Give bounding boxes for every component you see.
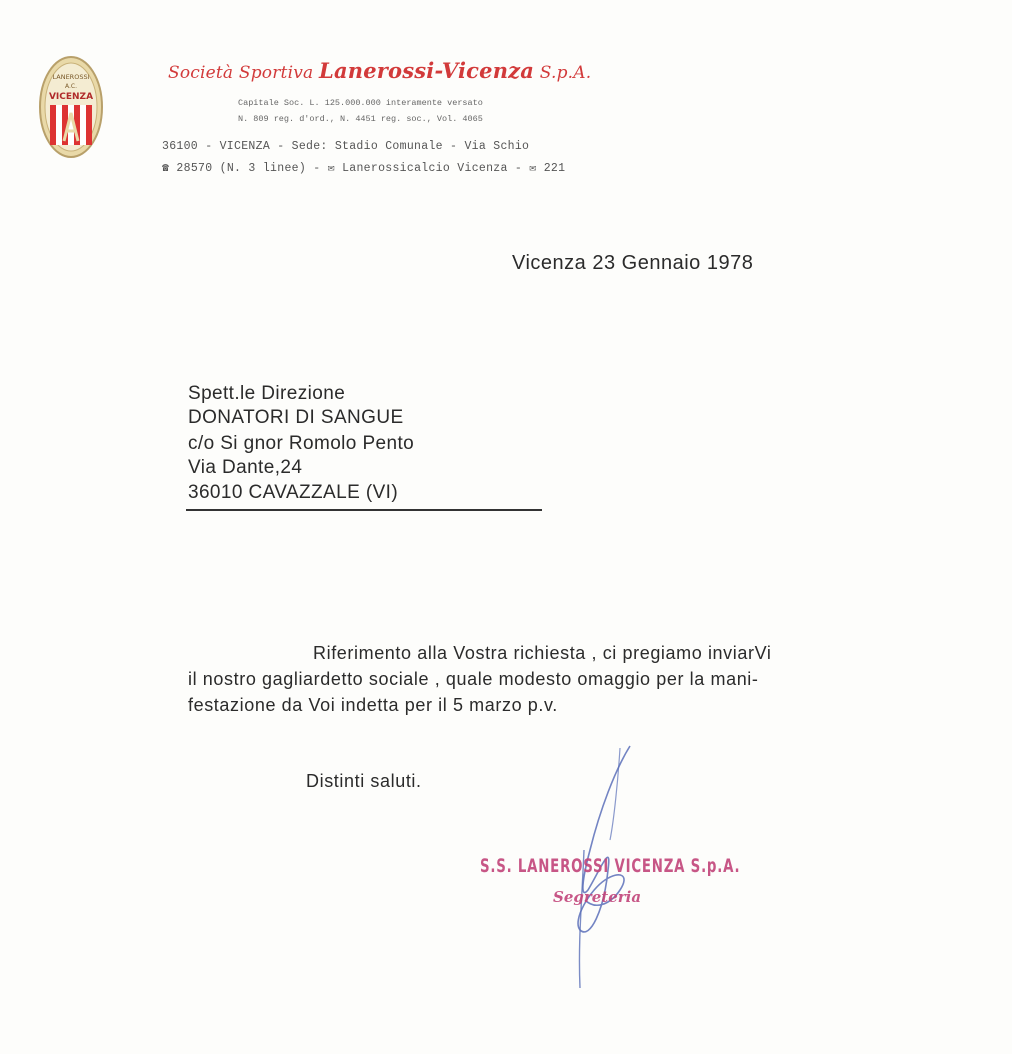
stamp-department: Segreteria: [553, 888, 642, 906]
registry-line: N. 809 reg. d'ord., N. 4451 reg. soc., Vol. 4065: [238, 114, 483, 124]
recipient-line-5: 36010 CAVAZZALE (VI): [188, 482, 399, 503]
svg-text:LANEROSSI: LANEROSSI: [52, 73, 90, 81]
title-main: Lanerossi-Vicenza: [318, 58, 535, 83]
recipient-line-3: c/o Si gnor Romolo Pento: [188, 433, 415, 454]
address-underline: [186, 509, 542, 511]
capital-line: Capitale Soc. L. 125.000.000 interamente versato: [238, 98, 483, 108]
title-prefix: Società Sportiva: [168, 63, 314, 83]
svg-text:A.C.: A.C.: [64, 83, 78, 90]
body-line-2: il nostro gagliardetto sociale , quale modesto omaggio per la mani-: [188, 669, 759, 689]
contact-line: ☎ 28570 (N. 3 linee) - ✉ Lanerossicalcio Vicenza - ✉ 221: [162, 162, 566, 175]
letterhead-title: [168, 58, 591, 83]
address-line: 36100 - VICENZA - Sede: Stadio Comunale - Via Schio: [162, 140, 530, 153]
recipient-line-2: DONATORI DI SANGUE: [188, 407, 404, 428]
letter-date: Vicenza 23 Gennaio 1978: [512, 252, 754, 274]
recipient-line-1: Spett.le Direzione: [188, 383, 346, 404]
body-line-3: festazione da Voi indetta per il 5 marzo p.v.: [188, 695, 558, 715]
title-suffix: S.p.A.: [539, 63, 592, 83]
company-stamp-line: S.S. LANEROSSI VICENZA S.p.A.: [480, 855, 741, 877]
recipient-line-4: Via Dante,24: [188, 457, 303, 478]
closing-salutation: Distinti saluti.: [306, 771, 422, 791]
svg-text:VICENZA: VICENZA: [48, 92, 94, 102]
club-crest-logo: [38, 55, 104, 159]
body-line-1: Riferimento alla Vostra richiesta , ci pregiamo inviarVi: [313, 643, 772, 663]
